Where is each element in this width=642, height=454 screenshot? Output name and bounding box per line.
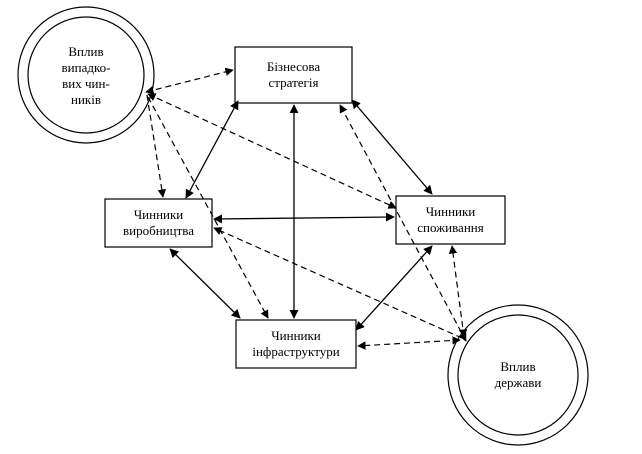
node-state-influence <box>448 305 588 445</box>
label-state-influence: Вплив держави <box>494 359 542 390</box>
edge-production-infrastructure <box>170 249 240 318</box>
edge-production-consumption <box>214 217 394 219</box>
label-consumption-factors: Чинники споживання <box>417 204 484 235</box>
label-production-factors: Чинники виробництва <box>123 207 194 238</box>
edge-random-consumption <box>148 94 396 208</box>
edge-state-consumption <box>452 246 464 337</box>
node-business-strategy <box>235 47 352 103</box>
node-random-factors <box>18 7 154 143</box>
label-business-strategy: Бізнесова стратегія <box>266 59 321 90</box>
node-consumption-factors <box>396 196 505 244</box>
edge-consumption-infrastructure <box>356 246 432 330</box>
node-production-factors <box>105 199 212 247</box>
label-infrastructure-factors: Чинники інфраструктури <box>252 328 340 359</box>
edge-state-infrastructure <box>358 340 460 346</box>
edge-strategy-consumption <box>352 100 432 194</box>
label-random-factors: Вплив випадко- вих чин- ників <box>61 44 111 107</box>
edge-random-strategy <box>146 70 233 92</box>
node-infrastructure-factors <box>236 320 356 368</box>
